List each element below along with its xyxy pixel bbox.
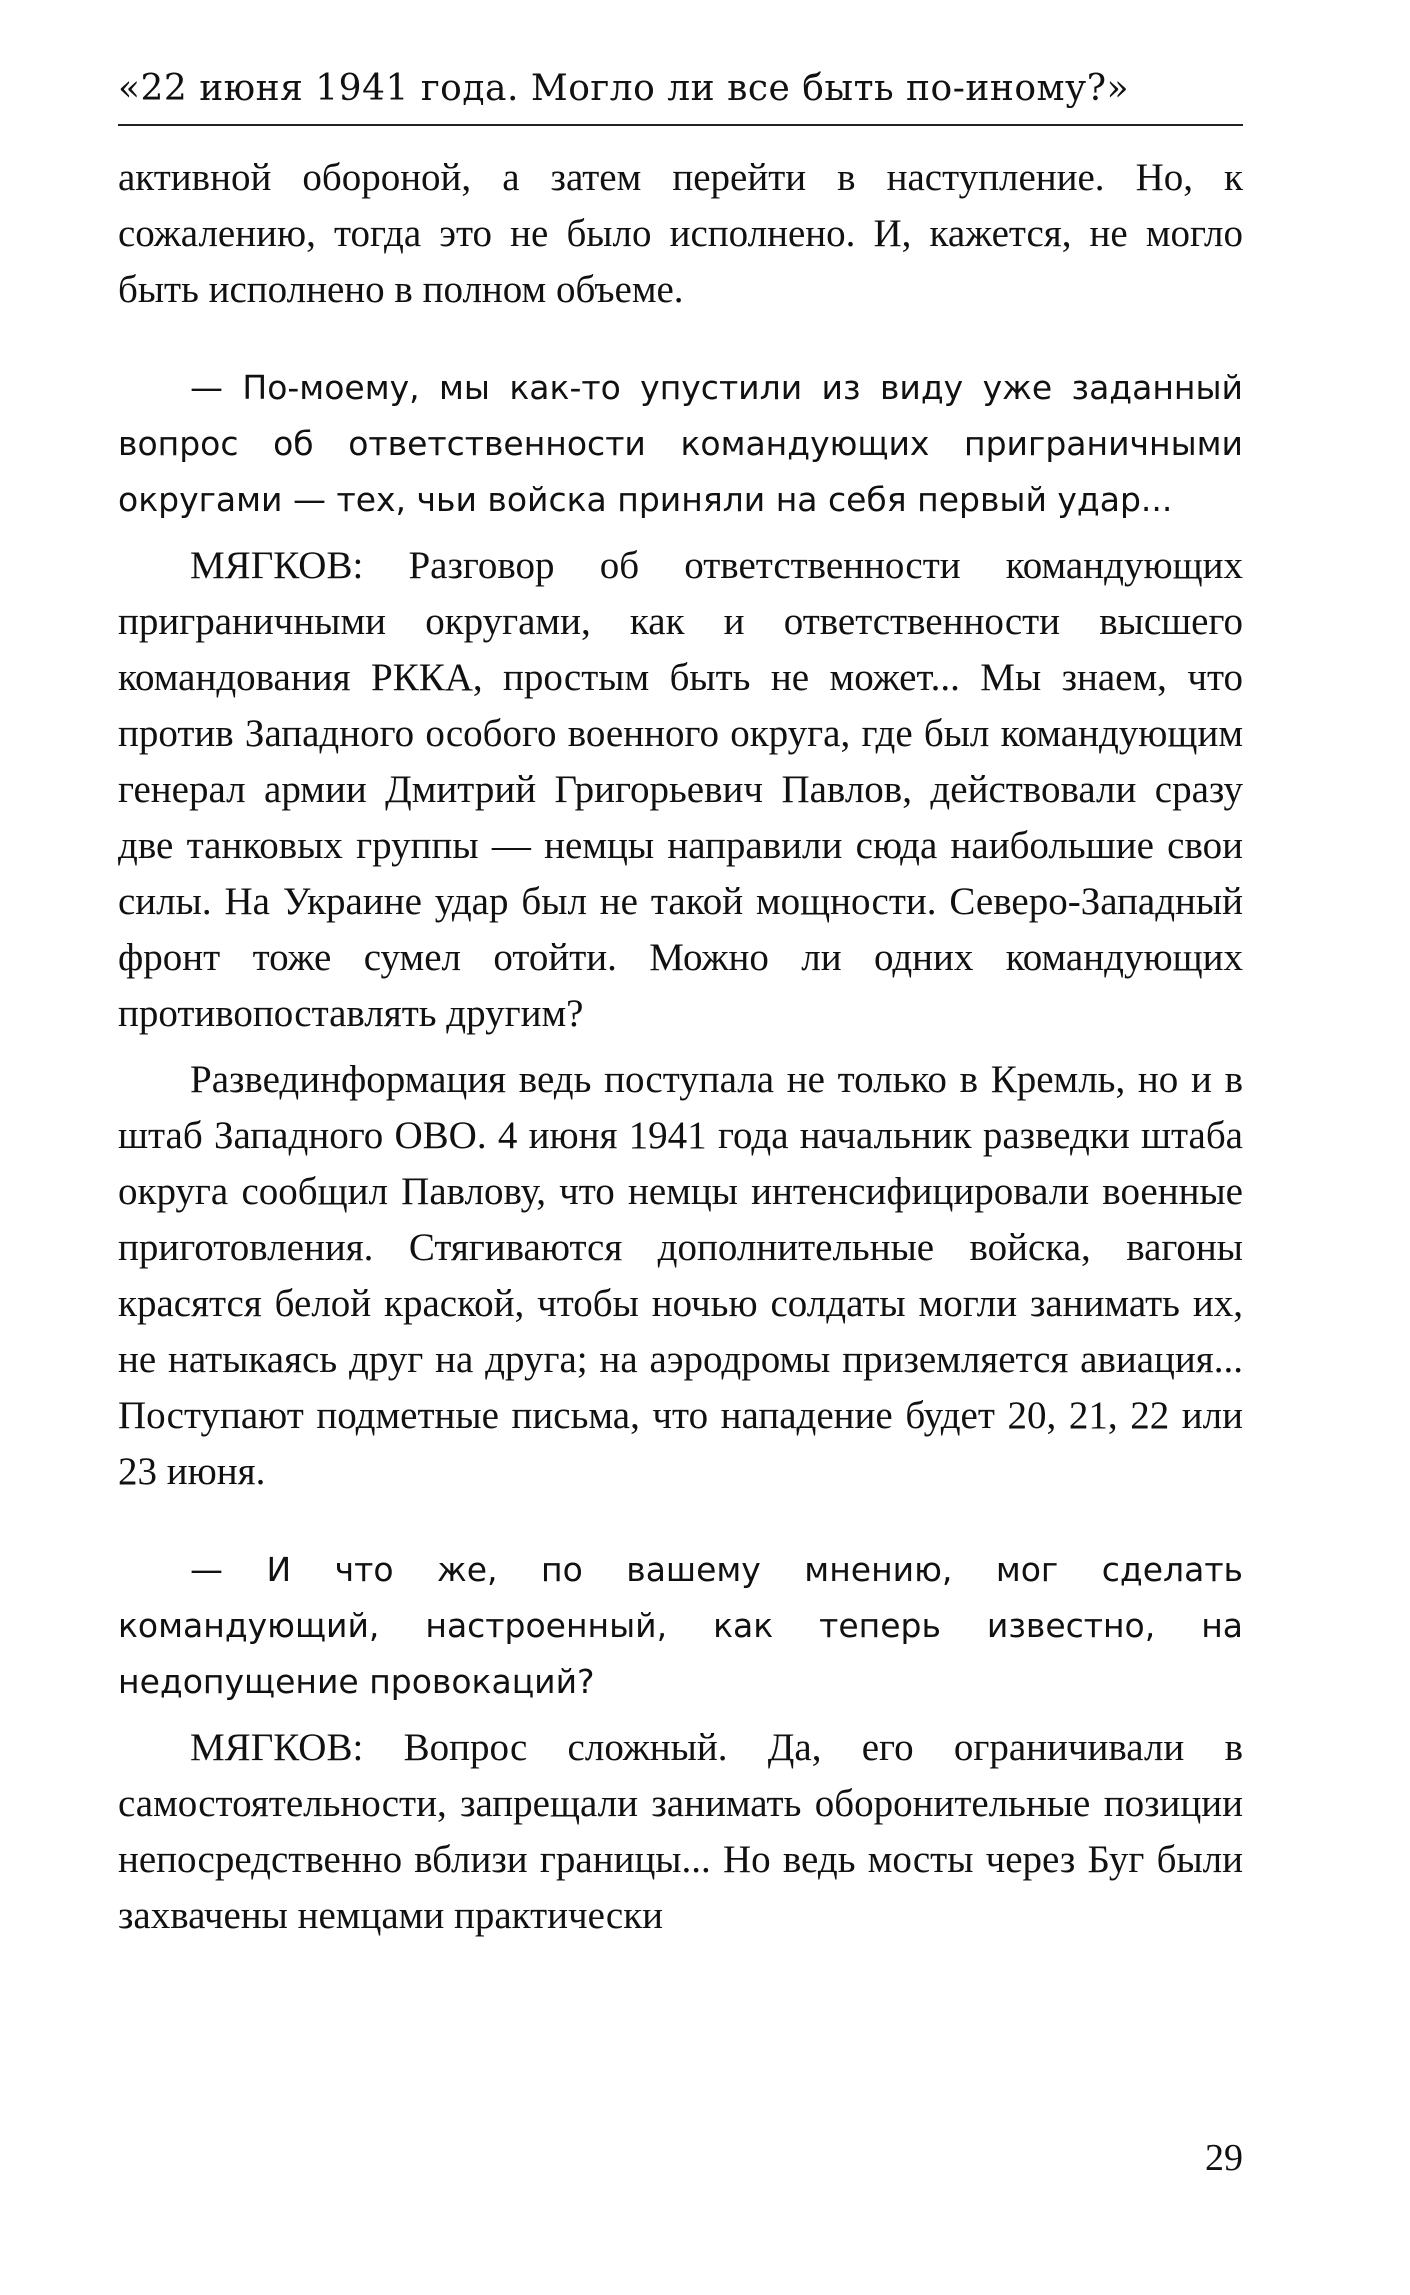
body-text xyxy=(118,150,1243,1944)
paragraph-continuation: активной обороной, а затем перейти в наступление. Но, к сожалению, тогда это не было исполнено. И, кажется, не могло быть исполнено в полном объеме. xyxy=(118,156,1243,311)
answer-paragraph: МЯГКОВ: Вопрос сложный. Да, его ограничивали в самостоятельности, запрещали занимать оборонительные позиции непосредственно вблизи границы... Но ведь мосты через Буг были захвачены немцами практически xyxy=(118,1726,1243,1937)
running-head: «22 июня 1941 года. Могло ли все быть по-иному?» xyxy=(118,68,1130,109)
interviewer-question: — По-моему, мы как-то упустили из виду уже заданный вопрос об ответственности командующих приграничными округами — тех, чьи войска приняли на себя первый удар... xyxy=(118,368,1243,519)
book-page xyxy=(118,0,1243,2295)
interviewer-question: — И что же, по вашему мнению, мог сделать командующий, настроенный, как теперь известно, на недопущение провокаций? xyxy=(118,1550,1243,1701)
answer-paragraph: Развединформация ведь поступала не только в Кремль, но и в штаб Западного ОВО. 4 июня 1941 года начальник разведки штаба округа сообщил Павлову, что немцы интенсифицировали военные приготовления. Стягиваются дополнительные войска, вагоны красятся белой краской, чтобы ночью солдаты могли занимать их, не натыкаясь друг на друга; на аэродромы приземляется авиация... Поступают подметные письма, что нападение будет 20, 21, 22 или 23 июня. xyxy=(118,1058,1243,1493)
page-number: 29 xyxy=(1205,2137,1243,2179)
answer-paragraph: МЯГКОВ: Разговор об ответственности командующих приграничными округами, как и ответственности высшего командования РККА, простым быть не может... Мы знаем, что против Западного особого военного округа, где был командующим генерал армии Дмитрий Григорьевич Павлов, действовали сразу две танковых группы — немцы направили сюда наибольшие свои силы. На Украине удар был не такой мощности. Северо-Западный фронт тоже сумел отойти. Можно ли одних командующих противопоставлять другим? xyxy=(118,544,1243,1035)
header-rule xyxy=(118,124,1243,126)
